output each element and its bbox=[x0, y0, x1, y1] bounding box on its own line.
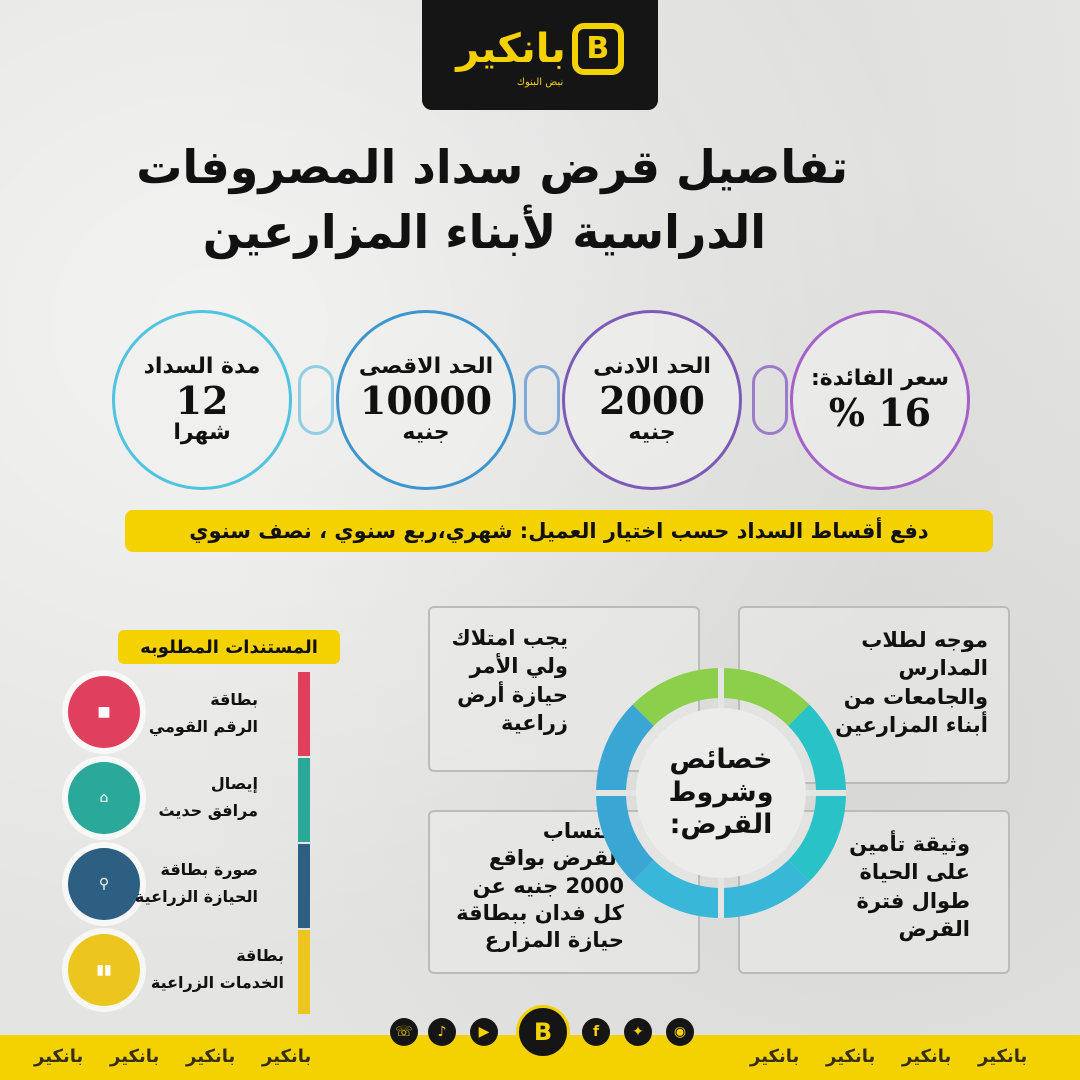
feature-line: أبناء المزارعين bbox=[835, 713, 988, 738]
feature-line: المدارس bbox=[898, 656, 988, 681]
stat-connector bbox=[524, 365, 560, 435]
footer-watermark: بانكير bbox=[262, 1046, 312, 1067]
doc-line: صورة بطاقة bbox=[160, 860, 258, 879]
id-card-icon: ■ bbox=[97, 704, 111, 720]
doc-line: مرافق حديث bbox=[158, 801, 258, 821]
footer-watermark: بانكير bbox=[34, 1046, 84, 1067]
stat-value: 16 % bbox=[828, 389, 932, 435]
features-center-title: خصائص وشروط القرض: bbox=[636, 708, 806, 878]
doc-line: بطاقة bbox=[236, 946, 284, 965]
feature-top-left bbox=[451, 624, 568, 737]
feature-line: على الحياة bbox=[859, 860, 970, 885]
stat-unit: جنيه bbox=[402, 420, 450, 446]
doc-icon-circle bbox=[68, 848, 140, 920]
doc-icon-circle bbox=[68, 762, 140, 834]
page-title-line-2: الدراسية لأبناء المزارعين bbox=[202, 205, 766, 259]
doc-color-bar bbox=[298, 758, 310, 842]
feature-line: موجه لطلاب bbox=[861, 628, 988, 652]
home-icon: ⌂ bbox=[99, 790, 109, 806]
feature-line: احتساب bbox=[542, 819, 624, 843]
instagram-icon[interactable]: ◉ bbox=[666, 1018, 694, 1046]
doc-item-utility-receipt bbox=[158, 770, 258, 824]
stat-connector bbox=[752, 365, 788, 435]
footer-watermark: بانكير bbox=[110, 1046, 160, 1067]
stat-label: الحد الادنى bbox=[593, 354, 711, 380]
stat-label: مدة السداد bbox=[143, 354, 261, 380]
stat-repayment-period bbox=[112, 310, 292, 490]
stat-label: سعر الفائدة: bbox=[810, 366, 950, 392]
payment-options-banner: دفع أقساط السداد حسب اختيار العميل: شهري،ربع سنوي ، نصف سنوي bbox=[125, 510, 993, 552]
twitter-icon[interactable]: ✦ bbox=[624, 1018, 652, 1046]
page-title-line-1: تفاصيل قرض سداد المصروفات bbox=[136, 140, 848, 194]
search-icon: ⚲ bbox=[98, 876, 110, 892]
stat-unit: جنيه bbox=[628, 420, 676, 446]
feature-line: القرض بواقع bbox=[488, 846, 624, 871]
stat-value: 12 bbox=[175, 377, 229, 423]
footer-watermark: بانكير bbox=[826, 1046, 876, 1067]
feature-line: زراعية bbox=[500, 711, 568, 736]
feature-bottom-right bbox=[849, 830, 970, 943]
whatsapp-icon[interactable]: ☏ bbox=[390, 1018, 418, 1046]
facebook-icon[interactable]: f bbox=[582, 1018, 610, 1046]
feature-line: حيازة أرض bbox=[457, 682, 568, 707]
doc-line: إيصال bbox=[210, 774, 258, 793]
stat-label: الحد الاقصى bbox=[358, 354, 494, 380]
doc-line: بطاقة bbox=[210, 690, 258, 709]
youtube-icon[interactable]: ▶ bbox=[470, 1018, 498, 1046]
footer-watermark: بانكير bbox=[186, 1046, 236, 1067]
feature-line: 2000 جنيه عن bbox=[472, 873, 624, 898]
brand-logo bbox=[422, 0, 658, 110]
doc-icon-circle bbox=[68, 676, 140, 748]
footer-logo-icon: B bbox=[516, 1005, 570, 1059]
doc-color-bar bbox=[298, 930, 310, 1014]
doc-line: الرقم القومي bbox=[148, 717, 258, 737]
doc-item-national-id bbox=[149, 686, 258, 740]
doc-item-holding-card bbox=[135, 856, 258, 910]
feature-line: والجامعات من bbox=[843, 684, 988, 709]
stat-value: 10000 bbox=[359, 377, 493, 423]
logo-tagline: نبض البنوك bbox=[516, 76, 564, 88]
feature-line: يجب امتلاك bbox=[451, 626, 568, 650]
tiktok-icon[interactable]: ♪ bbox=[428, 1018, 456, 1046]
stat-unit: شهرا bbox=[173, 420, 231, 446]
documents-title: المستندات المطلوبه bbox=[118, 630, 340, 664]
doc-icon-circle bbox=[68, 934, 140, 1006]
logo-mark-icon: B bbox=[572, 23, 624, 75]
logo-text: بانكير bbox=[456, 25, 566, 72]
doc-line: الخدمات الزراعية bbox=[150, 973, 284, 993]
feature-top-right bbox=[835, 626, 988, 739]
doc-color-bar bbox=[298, 844, 310, 928]
feature-line: طوال فترة bbox=[856, 888, 970, 913]
footer-watermark: بانكير bbox=[978, 1046, 1028, 1067]
chart-icon: ▮▮ bbox=[96, 962, 112, 978]
feature-line: حيازة المزارع bbox=[484, 928, 624, 953]
stat-maximum bbox=[336, 310, 516, 490]
stat-minimum bbox=[562, 310, 742, 490]
footer-watermark: بانكير bbox=[902, 1046, 952, 1067]
feature-bottom-left bbox=[456, 818, 624, 954]
feature-line: ولي الأمر bbox=[469, 654, 568, 679]
stat-value: 2000 bbox=[599, 377, 705, 423]
stat-interest-rate bbox=[790, 310, 970, 490]
doc-color-bar bbox=[298, 672, 310, 756]
stat-connector bbox=[298, 365, 334, 435]
feature-line: كل فدان ببطاقة bbox=[456, 900, 624, 925]
footer-watermark: بانكير bbox=[750, 1046, 800, 1067]
doc-item-services-card bbox=[151, 942, 284, 996]
feature-line: القرض bbox=[898, 917, 970, 942]
doc-line: الحيازة الزراعية bbox=[134, 887, 258, 907]
feature-line: وثيقة تأمين bbox=[849, 832, 970, 856]
